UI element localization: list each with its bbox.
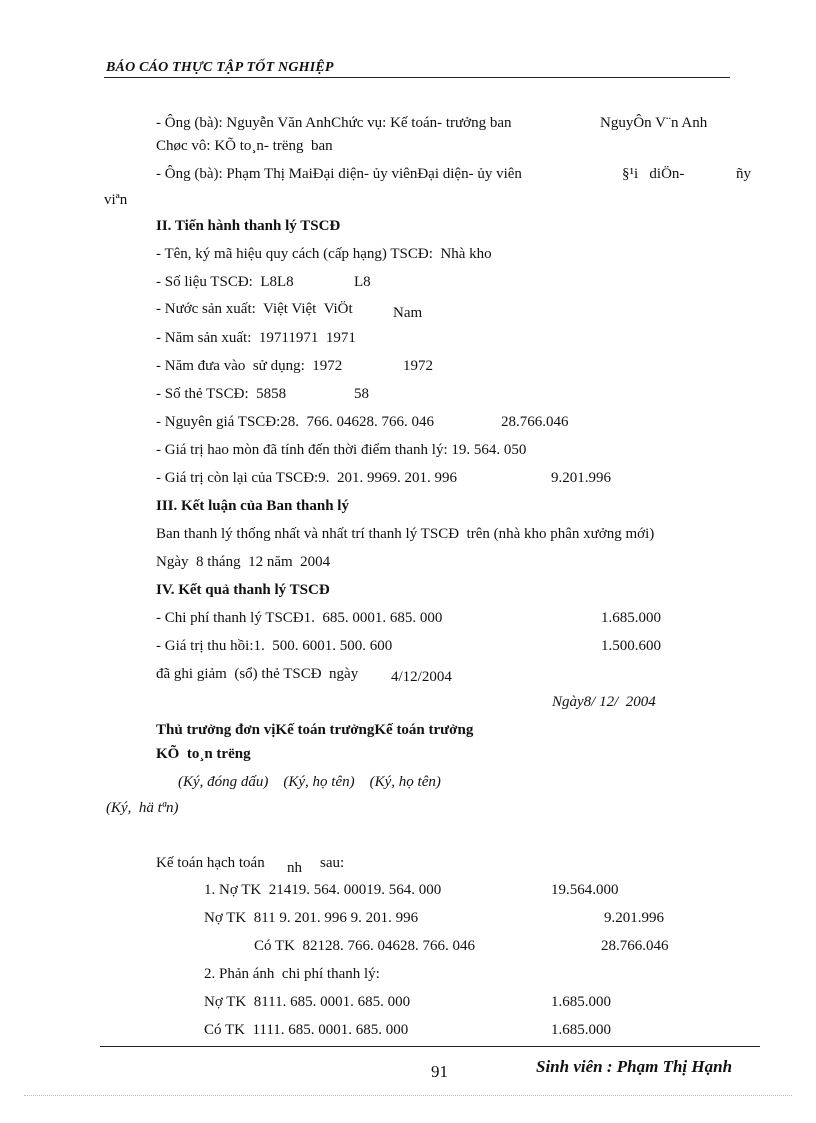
conclusion-date: Ngày 8 tháng 12 năm 2004 bbox=[156, 554, 331, 570]
accounting-intro-subscript: nh bbox=[287, 860, 302, 876]
signature-titles: Thủ trưởng đơn vịKế toán trưởngKế toán trưởng bbox=[156, 722, 474, 738]
signature-notes-echo: (Ký, hä tªn) bbox=[106, 800, 179, 816]
member-line-1-font-echo: NguyÔn V¨n Anh bbox=[600, 115, 708, 131]
liquidation-expense: - Chi phí thanh lý TSCĐ1. 685. 0001. 685. 000 bbox=[156, 610, 443, 626]
journal-entry-6-amount: 1.685.000 bbox=[551, 1022, 611, 1038]
asset-serial: - Số liệu TSCĐ: L8L8 bbox=[156, 274, 294, 290]
signing-date: Ngày8/ 12/ 2004 bbox=[552, 694, 656, 710]
section-4-heading: IV. Kết quả thanh lý TSCĐ bbox=[156, 582, 330, 598]
asset-original-cost-value: 28.766.046 bbox=[501, 414, 569, 430]
card-reduction-date: 4/12/2004 bbox=[391, 669, 452, 685]
asset-year-use: - Năm đưa vào sử dụng: 1972 bbox=[156, 358, 343, 374]
member-line-2: - Ông (bà): Phạm Thị MaiĐại diện- ủy viênĐại diện- ủy viên bbox=[156, 166, 522, 182]
asset-name: - Tên, ký mã hiệu quy cách (cấp hạng) TSCĐ: Nhà kho bbox=[156, 246, 492, 262]
footer-rule bbox=[100, 1046, 760, 1047]
recovery-value: - Giá trị thu hồi:1. 500. 6001. 500. 600 bbox=[156, 638, 393, 654]
journal-entry-2-amount: 9.201.996 bbox=[604, 910, 664, 926]
journal-entry-1: 1. Nợ TK 21419. 564. 00019. 564. 000 bbox=[204, 882, 442, 898]
member-line-2-echo-a: §¹i diÖn- bbox=[622, 166, 685, 182]
section-3-heading: III. Kết luận của Ban thanh lý bbox=[156, 498, 349, 514]
member-line-2-echo-b: ñy bbox=[736, 166, 751, 182]
asset-serial-value: L8 bbox=[354, 274, 371, 290]
journal-entry-6: Có TK 1111. 685. 0001. 685. 000 bbox=[204, 1022, 409, 1038]
journal-entry-3-amount: 28.766.046 bbox=[601, 938, 669, 954]
asset-country: - Nước sản xuất: Việt Việt ViÖt bbox=[156, 301, 353, 317]
asset-country-suffix: Nam bbox=[393, 305, 423, 321]
journal-entry-4: 2. Phản ánh chi phí thanh lý: bbox=[204, 966, 380, 982]
journal-entry-2: Nợ TK 811 9. 201. 996 9. 201. 996 bbox=[204, 910, 419, 926]
asset-year-use-value: 1972 bbox=[403, 358, 433, 374]
asset-original-cost: - Nguyên giá TSCĐ:28. 766. 04628. 766. 046 bbox=[156, 414, 435, 430]
conclusion-text: Ban thanh lý thống nhất và nhất trí thanh lý TSCĐ trên (nhà kho phân xưởng mới) bbox=[156, 526, 655, 542]
journal-entry-3: Có TK 82128. 766. 04628. 766. 046 bbox=[254, 938, 475, 954]
asset-residual-value: 9.201.996 bbox=[551, 470, 611, 486]
page-number: 91 bbox=[431, 1062, 448, 1081]
accounting-intro: Kế toán hạch toán bbox=[156, 855, 265, 871]
accounting-intro-end: sau: bbox=[320, 855, 345, 871]
liquidation-expense-value: 1.685.000 bbox=[601, 610, 661, 626]
card-reduction-note: đã ghi giảm (sổ) thẻ TSCĐ ngày bbox=[156, 666, 359, 682]
member-line-1: - Ông (bà): Nguyễn Văn AnhChức vụ: Kế toán- trưởng ban bbox=[156, 115, 512, 131]
signature-notes: (Ký, đóng dấu) (Ký, họ tên) (Ký, họ tên) bbox=[178, 774, 441, 790]
recovery-value-amount: 1.500.600 bbox=[601, 638, 661, 654]
page-bottom-border bbox=[24, 1095, 792, 1096]
journal-entry-5-amount: 1.685.000 bbox=[551, 994, 611, 1010]
student-name: Sinh viên : Phạm Thị Hạnh bbox=[536, 1057, 733, 1076]
asset-year-made: - Năm sản xuất: 19711971 1971 bbox=[156, 330, 356, 346]
asset-depreciation: - Giá trị hao mòn đã tính đến thời điểm thanh lý: 19. 564. 050 bbox=[156, 442, 527, 458]
header-rule bbox=[104, 77, 730, 78]
report-header-title: BÁO CÁO THỰC TẬP TỐT NGHIỆP bbox=[106, 60, 334, 75]
member-line-2-echo-c: viªn bbox=[104, 192, 128, 208]
journal-entry-1-amount: 19.564.000 bbox=[551, 882, 619, 898]
asset-card-number-value: 58 bbox=[354, 386, 369, 402]
member-line-1-position-echo: Chøc vô: KÕ to¸n- trëng ban bbox=[156, 138, 333, 154]
asset-card-number: - Số thẻ TSCĐ: 5858 bbox=[156, 386, 287, 402]
asset-residual: - Giá trị còn lại của TSCĐ:9. 201. 9969. 201. 996 bbox=[156, 470, 457, 486]
section-2-heading: II. Tiến hành thanh lý TSCĐ bbox=[156, 218, 341, 234]
signature-titles-echo: KÕ to¸n trëng bbox=[156, 746, 251, 762]
journal-entry-5: Nợ TK 8111. 685. 0001. 685. 000 bbox=[204, 994, 411, 1010]
